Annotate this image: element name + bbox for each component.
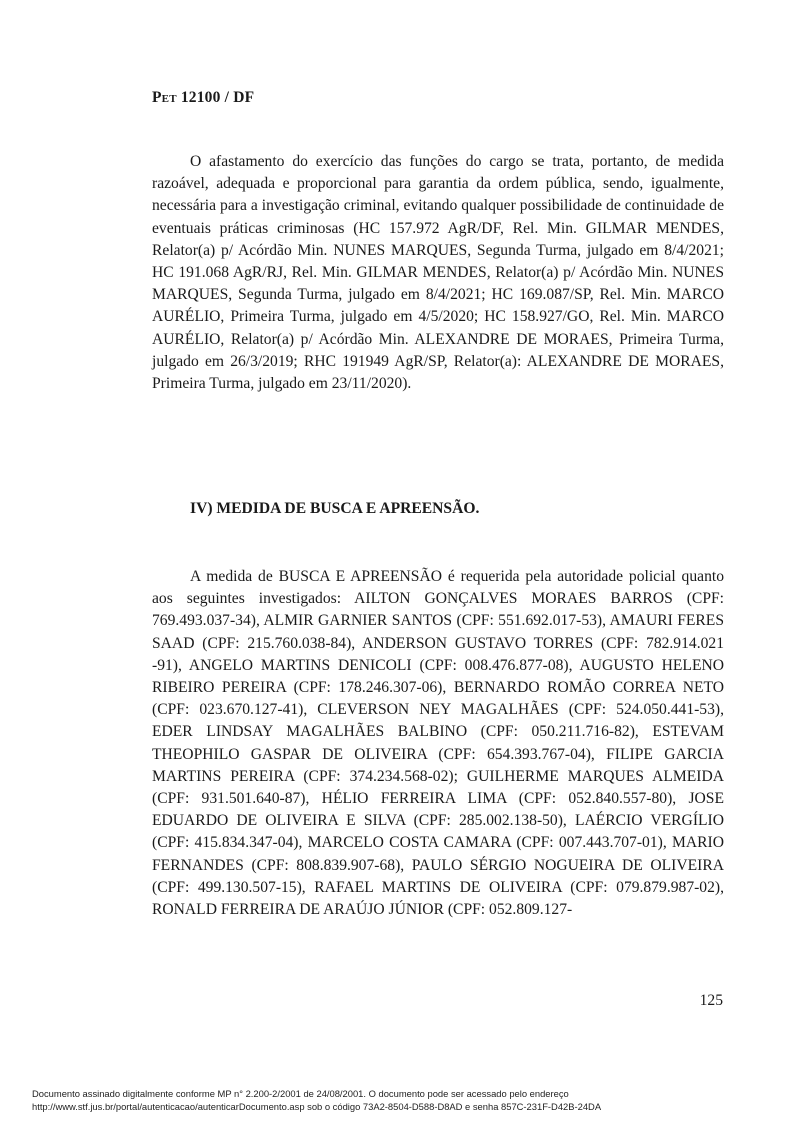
section-title-search-seizure: IV) MEDIDA DE BUSCA E APREENSÃO.	[190, 500, 480, 517]
footer-line-1: Documento assinado digitalmente conforme MP n° 2.200-2/2001 de 24/08/2001. O documento pode ser acessado pelo endereço	[32, 1088, 569, 1099]
footer-line-2: http://www.stf.jus.br/portal/autenticacao/autenticarDocumento.asp sob o código 73A2-8504-D588-D8AD e senha 857C-231F-D42B-24DA	[32, 1100, 602, 1112]
paragraph-search-seizure-list: A medida de BUSCA E APREENSÃO é requerida pela autoridade policial quanto aos seguintes investigados: AILTON GONÇALVES MORAES BARROS (CPF: 769.493.037-34), ALMIR GARNIER SANTOS (CPF: 551.692.017-53), AMAURI FERES SAAD (CPF: 215.760.038-84), ANDERSON GUSTAVO TORRES (CPF: 782.914.021 -91), ANGELO MARTINS DENICOLI (CPF: 008.476.877-08), AUGUSTO HELENO RIBEIRO PEREIRA (CPF: 178.246.307-06), BERNARDO ROMÃO CORREA NETO (CPF: 023.670.127-41), CLEVERSON NEY MAGALHÃES (CPF: 524.050.441-53), EDER LINDSAY MAGALHÃES BALBINO (CPF: 050.211.716-82), ESTEVAM THEOPHILO GASPAR DE OLIVEIRA (CPF: 654.393.767-04), FILIPE GARCIA MARTINS PEREIRA (CPF: 374.234.568-02); GUILHERME MARQUES ALMEIDA (CPF: 931.501.640-87), HÉLIO FERREIRA LIMA (CPF: 052.840.557-80), JOSE EDUARDO DE OLIVEIRA E SILVA (CPF: 285.002.138-50), LAÉRCIO VERGÍLIO (CPF: 415.834.347-04), MARCELO COSTA CAMARA (CPF: 007.443.707-01), MARIO FERNANDES (CPF: 808.839.907-68), PAULO SÉRGIO NOGUEIRA DE OLIVEIRA (CPF: 499.130.507-15), RAFAEL MARTINS DE OLIVEIRA (CPF: 079.879.987-02), RONALD FERREIRA DE ARAÚJO JÚNIOR (CPF: 052.809.127-	[152, 568, 724, 919]
page-number: 125	[699, 992, 723, 1009]
header-pet-label: Pet	[152, 89, 177, 106]
paragraph-removal-from-office: O afastamento do exercício das funções do cargo se trata, portanto, de medida razoável, adequada e proporcional para garantia da ordem pública, sendo, igualmente, necessária para a investigação criminal, evitando qualquer possibilidade de continuidade de eventuais práticas criminosas (HC 157.972 AgR/DF, Rel. Min. GILMAR MENDES, Relator(a) p/ Acórdão Min. NUNES MARQUES, Segunda Turma, julgado em 8/4/2021; HC 191.068 AgR/RJ, Rel. Min. GILMAR MENDES, Relator(a) p/ Acórdão Min. NUNES MARQUES, Segunda Turma, julgado em 8/4/2021; HC 169.087/SP, Rel. Min. MARCO AURÉLIO, Primeira Turma, julgado em 4/5/2020; HC 158.927/GO, Rel. Min. MARCO AURÉLIO, Relator(a) p/ Acórdão Min. ALEXANDRE DE MORAES, Primeira Turma, julgado em 26/3/2019; RHC 191949 AgR/SP, Relator(a): ALEXANDRE DE MORAES, Primeira Turma, julgado em 23/11/2020).	[152, 153, 724, 393]
page-header	[152, 89, 254, 107]
digital-signature-footer	[32, 1088, 792, 1113]
header-case-number: 12100 / DF	[180, 89, 255, 106]
